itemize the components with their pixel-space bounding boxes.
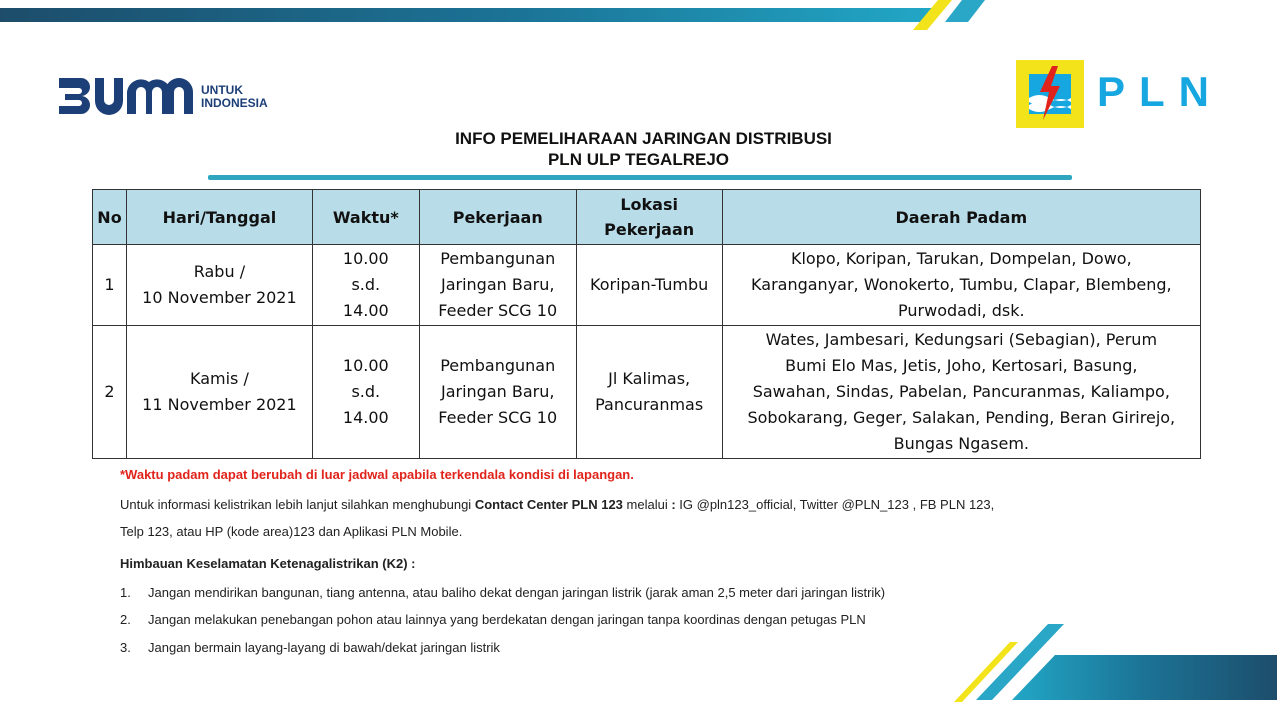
contact-info-mid: melalui xyxy=(622,497,672,512)
contact-info-colon: : xyxy=(671,497,676,512)
bumn-tagline xyxy=(201,84,268,110)
cell-time xyxy=(312,326,419,459)
cell-work-3: Feeder SCG 10 xyxy=(438,408,558,427)
cell-time-start: 10.00 xyxy=(342,356,389,375)
cell-no: 2 xyxy=(93,326,127,459)
contact-center-name: Contact Center PLN 123 xyxy=(474,497,623,512)
cell-day: Kamis / xyxy=(189,369,249,388)
k2-item xyxy=(120,585,885,601)
cell-time-end: 14.00 xyxy=(342,408,389,427)
col-header-work: Pekerjaan xyxy=(419,190,576,245)
lightning-icon xyxy=(1016,60,1084,128)
col-header-area: Daerah Padam xyxy=(722,190,1200,245)
col-header-location-2: Pekerjaan xyxy=(604,220,695,239)
cell-date xyxy=(126,245,312,326)
cell-location-2: Pancuranmas xyxy=(595,395,704,414)
cell-area-line: Purwodadi, dsk. xyxy=(898,301,1025,320)
pln-wordmark: PLN xyxy=(1097,68,1223,115)
cell-time-sep: s.d. xyxy=(351,382,381,401)
k2-item-number: 2. xyxy=(120,612,131,627)
cell-location-1: Koripan-Tumbu xyxy=(590,275,709,294)
cell-work xyxy=(419,245,576,326)
top-banner xyxy=(0,0,1277,30)
cell-area-line: Karanganyar, Wonokerto, Tumbu, Clapar, Blembeng, xyxy=(751,275,1172,294)
cell-date xyxy=(126,326,312,459)
bumn-tagline-2: INDONESIA xyxy=(201,96,268,110)
page-title-line2: PLN ULP TEGALREJO xyxy=(547,150,730,169)
cell-day: Rabu / xyxy=(193,262,246,281)
cell-area xyxy=(722,245,1200,326)
cell-location-1: Jl Kalimas, xyxy=(608,369,691,388)
cell-time-sep: s.d. xyxy=(351,275,381,294)
pln-logo-mark xyxy=(1016,60,1084,128)
cell-time-start: 10.00 xyxy=(342,249,389,268)
col-header-location-1: Lokasi xyxy=(620,195,678,214)
page-title-line1: INFO PEMELIHARAAN JARINGAN DISTRIBUSI xyxy=(455,129,832,148)
cell-location xyxy=(576,245,722,326)
col-header-time: Waktu* xyxy=(312,190,419,245)
col-header-location xyxy=(576,190,722,245)
k2-item-text: Jangan melakukan penebangan pohon atau lainnya yang berdekatan dengan jaringan tanpa koordinas dengan petugas PLN xyxy=(148,612,866,627)
time-change-warning: *Waktu padam dapat berubah di luar jadwal apabila terkendala kondisi di lapangan. xyxy=(120,467,634,482)
k2-item-number: 3. xyxy=(120,640,131,655)
contact-info-line1 xyxy=(120,497,994,513)
bottom-banner xyxy=(0,620,1277,718)
cell-area-line: Bumi Elo Mas, Jetis, Joho, Kertosari, Basung, xyxy=(785,356,1138,375)
cell-work-2: Jaringan Baru, xyxy=(440,382,555,401)
contact-info-pre: Untuk informasi kelistrikan lebih lanjut silahkan menghubungi xyxy=(120,497,475,512)
table-row xyxy=(93,326,1201,459)
contact-info-line2: Telp 123, atau HP (kode area)123 dan Aplikasi PLN Mobile. xyxy=(120,524,463,539)
maintenance-table xyxy=(92,189,1201,459)
k2-item-number: 1. xyxy=(120,585,131,600)
cell-area-line: Sobokarang, Geger, Salakan, Pending, Beran Girirejo, xyxy=(747,408,1176,427)
k2-item-text: Jangan bermain layang-layang di bawah/dekat jaringan listrik xyxy=(148,640,500,655)
cell-area xyxy=(722,326,1200,459)
cell-time xyxy=(312,245,419,326)
cell-location xyxy=(576,326,722,459)
col-header-date: Hari/Tanggal xyxy=(126,190,312,245)
contact-info-post: IG @pln123_official, Twitter @PLN_123 , FB PLN 123, xyxy=(675,497,995,512)
k2-item-text: Jangan mendirikan bangunan, tiang antenna, atau baliho dekat dengan jaringan listrik (jarak aman 2,5 meter dari jaringan listrik) xyxy=(148,585,886,600)
cell-area-line: Wates, Jambesari, Kedungsari (Sebagian), Perum xyxy=(765,330,1158,349)
k2-heading: Himbauan Keselamatan Ketenagalistrikan (K2) : xyxy=(120,556,416,571)
cell-no: 1 xyxy=(93,245,127,326)
cell-area-line: Sawahan, Sindas, Pabelan, Pancuranmas, Kaliampo, xyxy=(752,382,1170,401)
cell-date-value: 11 November 2021 xyxy=(142,395,297,414)
cell-work-1: Pembangunan xyxy=(440,356,556,375)
cell-work-2: Jaringan Baru, xyxy=(440,275,555,294)
cell-area-line: Klopo, Koripan, Tarukan, Dompelan, Dowo, xyxy=(790,249,1132,268)
cell-work-3: Feeder SCG 10 xyxy=(438,301,558,320)
table-row xyxy=(93,245,1201,326)
cell-area-line: Bungas Ngasem. xyxy=(893,434,1030,453)
cell-time-end: 14.00 xyxy=(342,301,389,320)
table-header-row xyxy=(93,190,1201,245)
col-header-no: No xyxy=(93,190,127,245)
cell-work-1: Pembangunan xyxy=(440,249,556,268)
bumn-tagline-1: UNTUK xyxy=(201,83,243,97)
title-underline xyxy=(208,175,1072,180)
cell-date-value: 10 November 2021 xyxy=(142,288,297,307)
cell-work xyxy=(419,326,576,459)
